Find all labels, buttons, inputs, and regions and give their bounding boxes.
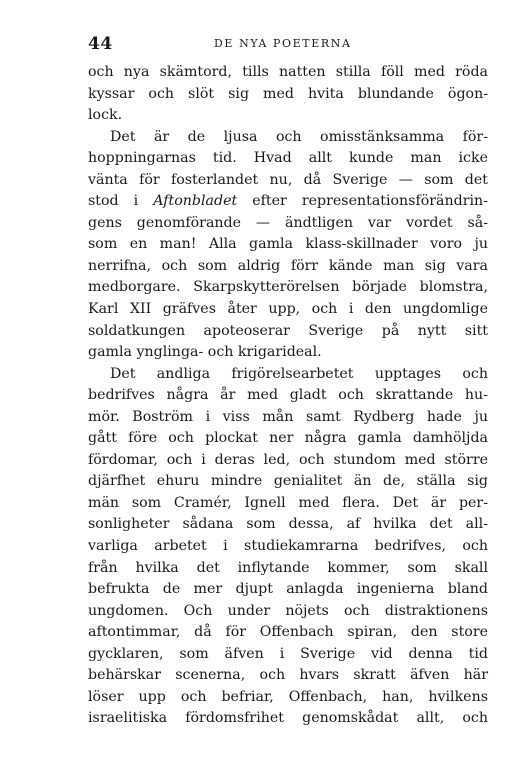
text-line: som en man! Alla gamla klass-skillnader voro ju [88,236,488,253]
text-line: ungdomen. Och under nöjets och distraktionens [88,602,488,619]
text-line: fördomar, och i deras led, och stundom med större [88,451,488,468]
text-line: gens genomförande — ändtligen var vordet så- [88,214,488,231]
text-line: Karl XII gräfves åter upp, och i den ungdomlige [88,301,488,318]
text-line: gått före och plockat ner några gamla damhöljda [88,430,488,447]
text-line: kyssar och slöt sig med hvita blundande ögon- [88,85,488,102]
text-line: män som Cramér, Ignell med flera. Det är per- [88,494,488,511]
text-line: lock. [88,107,123,124]
text-line: varliga arbetet i studiekamrarna bedrifves, och [88,538,488,555]
text-line: löser upp och befriar, Offenbach, han, hvilkens [88,688,488,705]
text-line: hoppningarnas tid. Hvad allt kunde man icke [88,150,488,167]
text-line: djärfhet ehuru mindre genialitet än de, ställa sig [88,473,488,490]
text-line: behärskar scenerna, och hvars skratt äfven här [88,667,488,684]
text-line: medborgare. Skarpskytterörelsen började blomstra, [88,279,488,296]
text-line: gamla ynglinga- och krigarideal. [88,344,322,361]
body-text [88,62,488,730]
running-head [88,34,488,54]
text-line: nerrifna, och som aldrig förr kände man sig vara [88,257,488,274]
running-title: DE NYA POETERNA [214,37,352,50]
text-line: soldatkungen apoteoserar Sverige på nytt sitt [88,322,488,339]
text-line: befrukta de mer djupt anlagda ingenierna bland [88,581,488,598]
text-line [88,191,488,213]
text-line: israelitiska fördomsfrihet genomskådat allt, och [88,710,488,727]
page-number: 44 [88,34,113,54]
text-line: från hvilka det inflytande kommer, som skall [88,559,488,576]
newspaper-title: Aftonbladet [153,193,238,210]
text-line: vänta för fosterlandet nu, då Sverige — som det [88,171,488,188]
line-segment: stod i [88,193,154,210]
text-line: Det andliga frigörelsearbetet upptages och [110,365,488,382]
line-segment: efter representationsförändrin- [237,193,488,210]
text-line: aftontimmar, då för Offenbach spiran, den store [88,624,488,641]
text-line: och nya skämtord, tills natten stilla föll med röda [88,64,488,80]
text-line: Det är de ljusa och omisstänksamma för- [110,128,488,145]
text-line: sonligheter sådana som dessa, af hvilka det all- [88,516,488,533]
text-line: gycklaren, som äfven i Sverige vid denna tid [88,645,488,662]
text-line: bedrifves några år med gladt och skrattande hu- [88,387,488,404]
text-line: mör. Boström i viss mån samt Rydberg hade ju [88,408,488,425]
